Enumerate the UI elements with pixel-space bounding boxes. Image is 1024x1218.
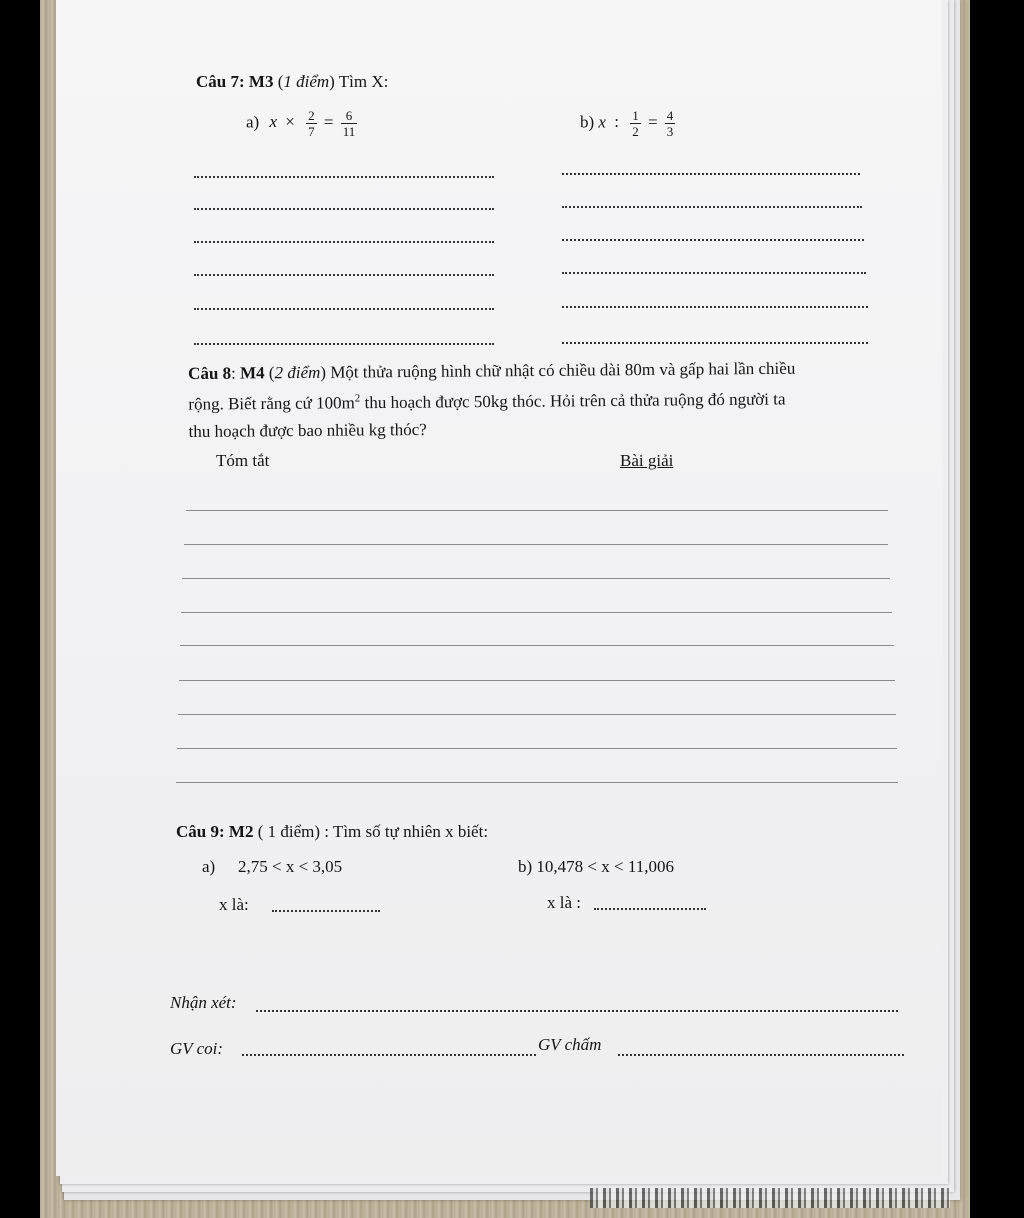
q7a-answer-line[interactable] <box>194 176 494 178</box>
q9a-answer-label: x là: <box>219 895 249 914</box>
q9b-answer-label: x là : <box>547 893 581 912</box>
q7b-f2-den: 3 <box>666 124 674 139</box>
q8-points: 2 điểm <box>274 362 321 383</box>
q7a-answer-line[interactable] <box>194 208 494 210</box>
q7b-f1-num: 1 <box>632 108 639 123</box>
q8-heading-sep: : <box>231 363 241 383</box>
q7a-answer-line[interactable] <box>194 274 494 276</box>
q7b-f1-den: 2 <box>632 124 639 139</box>
q7a-f2-num: 6 <box>341 108 358 124</box>
q9b-answer-line[interactable] <box>594 908 706 910</box>
q8-statement-2a: rộng. Biết rằng cứ 100m <box>188 393 355 414</box>
q8-line-3: thu hoạch được bao nhiều kg thóc? <box>188 419 427 441</box>
q8-heading: Câu 8 <box>188 363 232 383</box>
q7b-fraction-1 <box>630 108 641 139</box>
q7b-answer-line[interactable] <box>562 239 864 241</box>
q7b-answer-line[interactable] <box>562 173 860 175</box>
q8-line-1: Câu 8: M4 (2 điểm) Một thửa ruộng hình chữ nhật có chiều dài 80m và gấp hai lần chiều <box>188 358 796 383</box>
q7a-f1-den: 7 <box>308 124 315 139</box>
q7b-op: : <box>614 112 619 132</box>
proctor-line[interactable] <box>242 1054 536 1056</box>
q7a-fraction-1 <box>306 108 317 139</box>
q7b-fraction-2 <box>665 108 676 139</box>
q7b-answer-line[interactable] <box>562 272 866 274</box>
q7a-eq: = <box>323 112 334 132</box>
q9-points: ( 1 điểm <box>257 822 315 841</box>
q9-heading: Câu 9: <box>176 822 225 841</box>
q7-heading-line: Câu 7: M3 (1 điểm) Tìm X: <box>196 72 389 91</box>
proctor-label: GV coi: <box>170 1039 224 1058</box>
grader-label: GV chấm <box>538 1035 602 1054</box>
q8-statement-2b: thu hoạch được 50kg thóc. Hỏi trên cả thửa ruộng đó người ta <box>360 389 786 413</box>
remark-line[interactable] <box>256 1010 898 1012</box>
q7a-var: x <box>269 112 278 132</box>
q7a-answer-line[interactable] <box>194 308 494 310</box>
q8-ruled-line[interactable] <box>178 714 896 715</box>
paper-edge-strip <box>590 1188 950 1208</box>
q8-ruled-line[interactable] <box>181 612 892 613</box>
grader-line[interactable] <box>618 1054 904 1056</box>
q8-ruled-line[interactable] <box>180 645 894 646</box>
q7a-label: a) <box>246 112 260 132</box>
q7-task: Tìm X: <box>338 72 389 91</box>
q8-ruled-line[interactable] <box>184 544 888 545</box>
q9-task: ) : Tìm số tự nhiên x biết: <box>314 822 489 841</box>
q8-summary-label: Tóm tắt <box>216 451 270 470</box>
q8-ruled-line[interactable] <box>182 578 890 579</box>
q7-points: 1 điểm <box>283 72 330 91</box>
q8-ruled-line[interactable] <box>176 782 898 783</box>
q7a-equation <box>246 108 360 139</box>
q8-ruled-line[interactable] <box>179 680 895 681</box>
q7b-answer-line[interactable] <box>562 206 862 208</box>
q7a-f2-den: 11 <box>342 124 356 139</box>
q7a-op: × <box>285 112 295 132</box>
q7b-f2-num: 4 <box>666 108 674 123</box>
q7b-label: b) <box>580 112 595 132</box>
q7-heading: Câu 7: <box>196 72 245 91</box>
q7a-fraction-2 <box>341 108 358 139</box>
q9-heading-line <box>176 822 488 842</box>
q8-level: M4 <box>240 363 265 383</box>
q8-ruled-line[interactable] <box>177 748 897 749</box>
q7b-eq: = <box>647 112 658 132</box>
q8-solution-label: Bài giải <box>620 451 674 470</box>
q9a-label: a) <box>202 857 216 876</box>
q7a-answer-line[interactable] <box>194 343 494 345</box>
q8-text <box>188 355 796 445</box>
q7b-equation <box>580 108 678 139</box>
q9a-answer-line[interactable] <box>272 910 380 912</box>
q9-level: M2 <box>228 822 254 841</box>
q8-statement-1: Một thửa ruộng hình chữ nhật có chiều dài 80m và gấp hai lần chiều <box>330 358 796 382</box>
q8-superscript: 2 <box>354 392 361 405</box>
q7b-var: x <box>598 112 606 132</box>
q7a-answer-line[interactable] <box>194 241 494 243</box>
q7-level: M3 <box>248 72 274 91</box>
q7b-answer-line[interactable] <box>562 342 868 344</box>
q8-line-2 <box>188 382 795 418</box>
remark-label: Nhận xét: <box>170 993 237 1012</box>
q7b-answer-line[interactable] <box>562 306 868 308</box>
q7a-f1-num: 2 <box>308 108 315 123</box>
worksheet-page <box>56 0 942 1176</box>
q9b-expression: b) 10,478 < x < 11,006 <box>518 857 674 876</box>
q9a-expression: 2,75 < x < 3,05 <box>238 857 343 876</box>
q8-ruled-line[interactable] <box>186 510 888 511</box>
